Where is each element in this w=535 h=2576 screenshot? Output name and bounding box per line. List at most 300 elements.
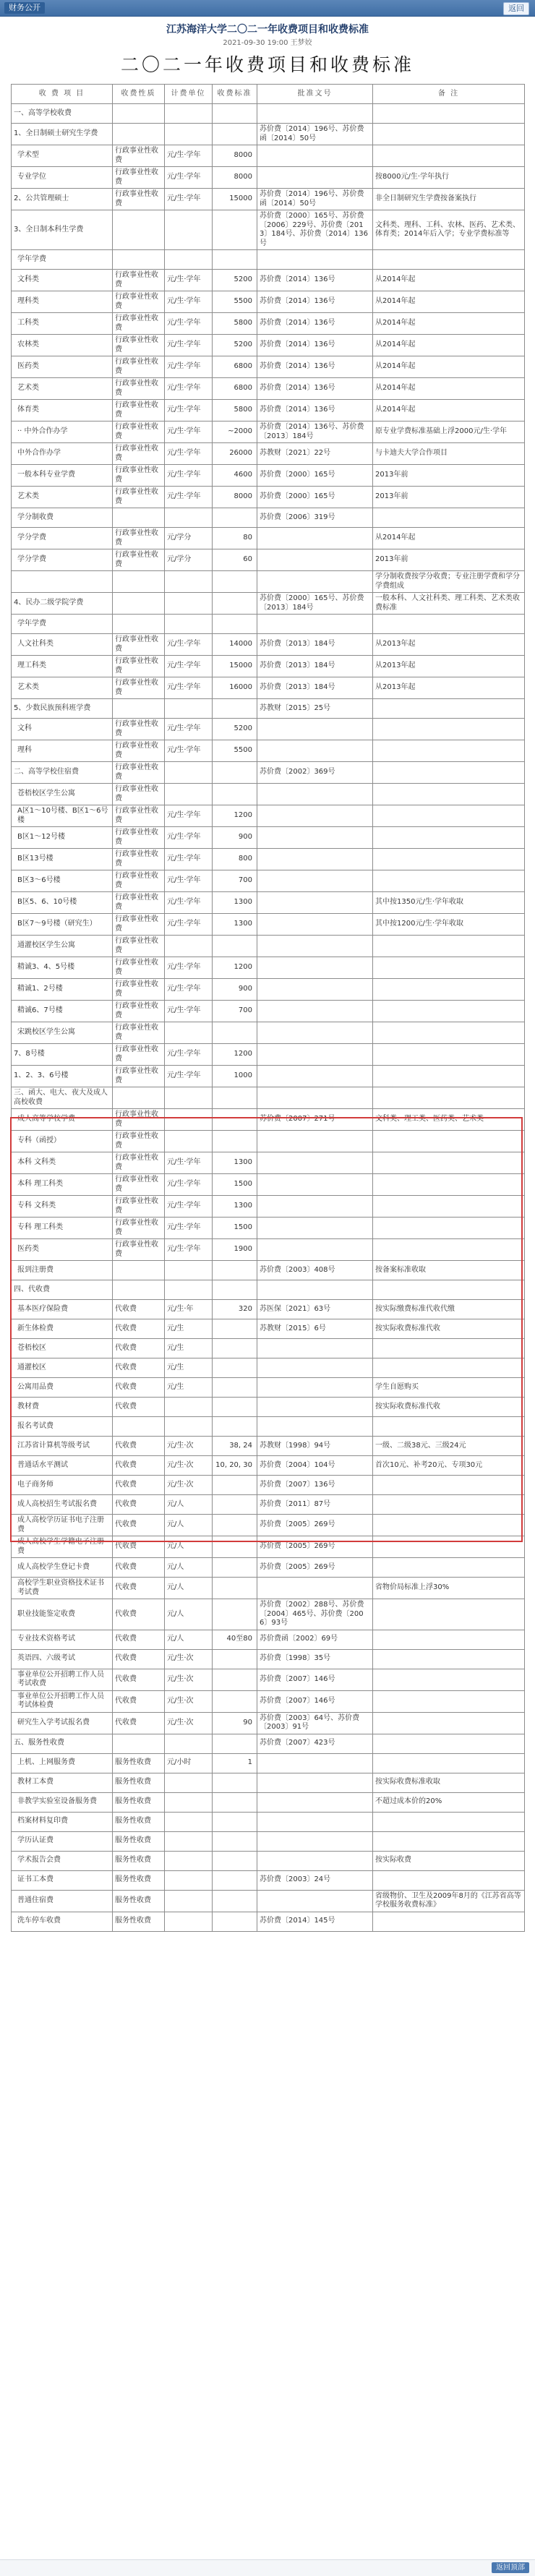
cell-approval <box>257 719 373 740</box>
cell-unit: 元/生·学年 <box>165 656 213 677</box>
cell-unit <box>165 1912 213 1931</box>
cell-remark: 省物价局标准上浮30% <box>373 1578 525 1599</box>
cell-standard <box>213 571 257 593</box>
cell-nature <box>113 1280 165 1300</box>
table-row <box>12 1417 525 1437</box>
cell-remark <box>373 936 525 957</box>
cell-item: 成人高校学历证书电子注册费 <box>12 1515 113 1536</box>
table-row <box>12 870 525 892</box>
cell-standard: 8000 <box>213 167 257 189</box>
back-to-top-button[interactable]: 返回顶部 <box>492 2562 529 2573</box>
cell-unit: 元/生·学年 <box>165 1174 213 1196</box>
cell-standard <box>213 1087 257 1109</box>
cell-remark <box>373 1536 525 1558</box>
cell-approval <box>257 1066 373 1087</box>
cell-approval <box>257 1239 373 1261</box>
cell-remark: 从2014年起 <box>373 313 525 335</box>
cell-standard <box>213 1851 257 1870</box>
cell-approval: 苏价费〔2014〕136号 <box>257 378 373 400</box>
cell-unit <box>165 210 213 250</box>
cell-nature: 代收费 <box>113 1476 165 1495</box>
cell-remark: 从2014年起 <box>373 378 525 400</box>
cell-item: B区7～9号楼（研究生） <box>12 914 113 936</box>
cell-item: 1、2、3、6号楼 <box>12 1066 113 1087</box>
table-row <box>12 378 525 400</box>
table-row <box>12 210 525 250</box>
cell-standard <box>213 1669 257 1690</box>
cell-item: 教材工本费 <box>12 1773 113 1792</box>
cell-item: 通灌校区学生公寓 <box>12 936 113 957</box>
cell-standard <box>213 593 257 615</box>
cell-item: A区1～10号楼、B区1～6号楼 <box>12 805 113 827</box>
cell-approval <box>257 615 373 634</box>
table-row <box>12 1476 525 1495</box>
cell-unit: 元/生·次 <box>165 1712 213 1734</box>
cell-remark <box>373 615 525 634</box>
cell-nature: 行政事业性收费 <box>113 549 165 571</box>
cell-item: ·· 中外合作办学 <box>12 422 113 443</box>
cell-remark: 不超过成本价的20% <box>373 1792 525 1812</box>
cell-standard <box>213 1558 257 1578</box>
cell-remark <box>373 979 525 1001</box>
cell-remark: 学分制收费按学分收费；专业注册学费和学分学费组成 <box>373 571 525 593</box>
cell-remark: 按备案标准收取 <box>373 1261 525 1280</box>
cell-nature: 行政事业性收费 <box>113 1239 165 1261</box>
cell-approval <box>257 849 373 870</box>
cell-remark <box>373 1515 525 1536</box>
cell-standard: 5200 <box>213 719 257 740</box>
cell-approval: 苏价费〔2014〕136号 <box>257 335 373 356</box>
cell-approval: 苏价费〔2000〕165号、苏价费〔2006〕229号、苏价费〔2013〕184号、苏价费〔2014〕136号 <box>257 210 373 250</box>
cell-nature <box>113 508 165 528</box>
table-row <box>12 145 525 167</box>
back-button[interactable]: 返回 <box>503 2 529 15</box>
cell-nature: 代收费 <box>113 1599 165 1630</box>
table-row <box>12 1812 525 1831</box>
col-header-item: 收 费 项 目 <box>12 85 113 104</box>
article-title: 江苏海洋大学二〇二一年收费项目和收费标准 <box>166 24 369 35</box>
cell-remark: 2013年前 <box>373 549 525 571</box>
cell-item: 事业单位公开招聘工作人员考试体检费 <box>12 1690 113 1712</box>
cell-nature: 服务性收费 <box>113 1753 165 1773</box>
cell-standard <box>213 1690 257 1712</box>
cell-nature: 代收费 <box>113 1515 165 1536</box>
cell-nature: 服务性收费 <box>113 1890 165 1912</box>
cell-nature: 行政事业性收费 <box>113 443 165 465</box>
cell-unit: 元/生·学年 <box>165 270 213 291</box>
cell-item: 精诚1、2号楼 <box>12 979 113 1001</box>
col-header-approval: 批准文号 <box>257 85 373 104</box>
cell-standard: 1300 <box>213 1152 257 1174</box>
cell-nature: 行政事业性收费 <box>113 914 165 936</box>
cell-remark <box>373 719 525 740</box>
table-header-row <box>12 85 525 104</box>
table-row <box>12 571 525 593</box>
cell-approval <box>257 145 373 167</box>
cell-standard: 4600 <box>213 465 257 487</box>
cell-standard: 8000 <box>213 487 257 508</box>
cell-item: 2、公共管理硕士 <box>12 189 113 210</box>
table-row <box>12 313 525 335</box>
table-row <box>12 1495 525 1515</box>
cell-standard <box>213 1378 257 1398</box>
cell-unit: 元/人 <box>165 1558 213 1578</box>
cell-standard <box>213 1131 257 1152</box>
cell-nature: 行政事业性收费 <box>113 979 165 1001</box>
table-row <box>12 167 525 189</box>
cell-approval: 苏价费〔2007〕146号 <box>257 1669 373 1690</box>
cell-item: 新生体检费 <box>12 1319 113 1339</box>
cell-unit <box>165 784 213 805</box>
table-row <box>12 1831 525 1851</box>
cell-standard: 90 <box>213 1712 257 1734</box>
cell-unit: 元/生·学年 <box>165 914 213 936</box>
cell-item: 专业技术资格考试 <box>12 1630 113 1649</box>
cell-nature: 服务性收费 <box>113 1912 165 1931</box>
cell-standard <box>213 1515 257 1536</box>
cell-unit: 元/生·学年 <box>165 378 213 400</box>
cell-item: 学分学费 <box>12 528 113 549</box>
cell-item: 文科 <box>12 719 113 740</box>
cell-approval: 苏价费〔2014〕196号、苏价费函〔2014〕50号 <box>257 124 373 145</box>
cell-item: 二、高等学校住宿费 <box>12 762 113 784</box>
cell-item: 学术报告会费 <box>12 1851 113 1870</box>
cell-unit <box>165 508 213 528</box>
cell-remark: 从2013年起 <box>373 634 525 656</box>
cell-approval <box>257 1578 373 1599</box>
cell-unit <box>165 1022 213 1044</box>
cell-standard <box>213 1792 257 1812</box>
cell-item: 精诚3、4、5号楼 <box>12 957 113 979</box>
cell-standard: 5200 <box>213 335 257 356</box>
table-row <box>12 270 525 291</box>
cell-remark <box>373 1912 525 1931</box>
cell-item: B区13号楼 <box>12 849 113 870</box>
cell-remark <box>373 1712 525 1734</box>
cell-approval: 苏价费〔2004〕104号 <box>257 1456 373 1476</box>
table-row <box>12 1066 525 1087</box>
cell-unit <box>165 1280 213 1300</box>
cell-remark <box>373 1831 525 1851</box>
cell-item: 一般本科专业学费 <box>12 465 113 487</box>
cell-standard: 1900 <box>213 1239 257 1261</box>
cell-nature: 代收费 <box>113 1398 165 1417</box>
table-row <box>12 1734 525 1753</box>
cell-approval <box>257 1812 373 1831</box>
cell-nature: 代收费 <box>113 1358 165 1378</box>
finance-tab[interactable]: 财务公开 <box>4 2 45 14</box>
cell-item: 三、函大、电大、夜大及成人高校收费 <box>12 1087 113 1109</box>
cell-unit <box>165 1792 213 1812</box>
cell-standard: 800 <box>213 849 257 870</box>
cell-unit: 元/生 <box>165 1339 213 1358</box>
cell-unit: 元/人 <box>165 1515 213 1536</box>
cell-approval: 苏价费〔2014〕136号、苏价费〔2013〕184号 <box>257 422 373 443</box>
cell-standard <box>213 784 257 805</box>
cell-nature: 行政事业性收费 <box>113 1109 165 1131</box>
cell-remark <box>373 957 525 979</box>
cell-approval <box>257 979 373 1001</box>
cell-remark: 原专业学费标准基础上浮2000元/生·学年 <box>373 422 525 443</box>
cell-remark: 首次10元、补考20元、专项30元 <box>373 1456 525 1476</box>
cell-item: 洗车停车收费 <box>12 1912 113 1931</box>
cell-nature: 行政事业性收费 <box>113 270 165 291</box>
cell-nature: 行政事业性收费 <box>113 1218 165 1239</box>
cell-unit: 元/生·学年 <box>165 849 213 870</box>
cell-item: 人文社科类 <box>12 634 113 656</box>
cell-item: 四、代收费 <box>12 1280 113 1300</box>
cell-approval <box>257 1001 373 1022</box>
cell-item: 报到注册费 <box>12 1261 113 1280</box>
table-row <box>12 1022 525 1044</box>
table-row <box>12 699 525 719</box>
cell-approval: 苏价费〔2014〕136号 <box>257 270 373 291</box>
cell-unit: 元/人 <box>165 1630 213 1649</box>
cell-approval <box>257 1131 373 1152</box>
cell-standard <box>213 1417 257 1437</box>
cell-unit: 元/生·学年 <box>165 805 213 827</box>
cell-item: 英语四、六级考试 <box>12 1649 113 1669</box>
cell-standard: 14000 <box>213 634 257 656</box>
cell-nature: 代收费 <box>113 1536 165 1558</box>
cell-nature: 行政事业性收费 <box>113 1022 165 1044</box>
cell-unit <box>165 1773 213 1792</box>
cell-approval: 苏价费〔2005〕269号 <box>257 1515 373 1536</box>
cell-unit: 元/生 <box>165 1319 213 1339</box>
cell-nature: 代收费 <box>113 1578 165 1599</box>
cell-standard <box>213 762 257 784</box>
cell-unit <box>165 124 213 145</box>
cell-item: 高校学生职业资格技术证书考试费 <box>12 1578 113 1599</box>
cell-unit: 元/生·学年 <box>165 356 213 378</box>
cell-unit: 元/生·次 <box>165 1437 213 1456</box>
cell-unit: 元/生·学年 <box>165 465 213 487</box>
cell-unit: 元/生·学年 <box>165 400 213 422</box>
table-row <box>12 422 525 443</box>
cell-remark: 其中按1350元/生·学年收取 <box>373 892 525 914</box>
cell-standard: 1300 <box>213 892 257 914</box>
cell-standard <box>213 1831 257 1851</box>
cell-remark: 从2014年起 <box>373 356 525 378</box>
cell-remark <box>373 1022 525 1044</box>
cell-nature: 行政事业性收费 <box>113 1044 165 1066</box>
table-row <box>12 762 525 784</box>
cell-item: 工科类 <box>12 313 113 335</box>
cell-standard <box>213 1649 257 1669</box>
cell-approval <box>257 1753 373 1773</box>
cell-approval <box>257 528 373 549</box>
cell-remark <box>373 870 525 892</box>
cell-remark <box>373 762 525 784</box>
table-row <box>12 356 525 378</box>
cell-approval: 苏教财〔2015〕25号 <box>257 699 373 719</box>
cell-remark: 文科类、理工类、医药类、艺术类 <box>373 1109 525 1131</box>
cell-nature: 行政事业性收费 <box>113 528 165 549</box>
cell-standard: 5500 <box>213 740 257 762</box>
cell-remark <box>373 1339 525 1358</box>
cell-remark <box>373 1174 525 1196</box>
cell-item: B区1～12号楼 <box>12 827 113 849</box>
table-row <box>12 1851 525 1870</box>
cell-approval: 苏价费〔2014〕145号 <box>257 1912 373 1931</box>
cell-remark: 非全日制研究生学费按备案执行 <box>373 189 525 210</box>
col-header-standard: 收费标准 <box>213 85 257 104</box>
cell-standard <box>213 936 257 957</box>
cell-remark <box>373 1066 525 1087</box>
table-row <box>12 250 525 270</box>
cell-unit <box>165 1131 213 1152</box>
cell-approval: 苏价费〔2000〕165号 <box>257 487 373 508</box>
cell-remark <box>373 1152 525 1174</box>
cell-nature: 行政事业性收费 <box>113 677 165 699</box>
cell-nature: 服务性收费 <box>113 1870 165 1890</box>
cell-standard: 700 <box>213 1001 257 1022</box>
cell-nature: 行政事业性收费 <box>113 145 165 167</box>
table-row <box>12 335 525 356</box>
cell-standard <box>213 1890 257 1912</box>
cell-approval: 苏价费〔1998〕35号 <box>257 1649 373 1669</box>
cell-approval: 苏价费〔2014〕136号 <box>257 291 373 313</box>
cell-standard: 1300 <box>213 914 257 936</box>
table-row <box>12 656 525 677</box>
cell-unit: 元/生·学年 <box>165 313 213 335</box>
cell-remark <box>373 250 525 270</box>
cell-remark <box>373 784 525 805</box>
cell-item: 电子商务师 <box>12 1476 113 1495</box>
cell-standard: 700 <box>213 870 257 892</box>
cell-item: 本科 理工科类 <box>12 1174 113 1196</box>
cell-remark <box>373 740 525 762</box>
cell-unit: 元/生·学年 <box>165 1044 213 1066</box>
cell-item: 专科 理工科类 <box>12 1218 113 1239</box>
cell-item: 报名考试费 <box>12 1417 113 1437</box>
cell-approval <box>257 740 373 762</box>
cell-remark <box>373 1001 525 1022</box>
cell-item: 理科类 <box>12 291 113 313</box>
cell-approval <box>257 1022 373 1044</box>
cell-approval <box>257 784 373 805</box>
col-header-remark: 备 注 <box>373 85 525 104</box>
cell-unit: 元/生·学年 <box>165 1066 213 1087</box>
cell-standard: 1 <box>213 1753 257 1773</box>
cell-remark: 2013年前 <box>373 487 525 508</box>
table-row <box>12 1712 525 1734</box>
cell-unit: 元/人 <box>165 1578 213 1599</box>
table-row <box>12 1649 525 1669</box>
cell-item: 理工科类 <box>12 656 113 677</box>
cell-standard: 6800 <box>213 378 257 400</box>
cell-standard: 15000 <box>213 656 257 677</box>
cell-approval: 苏价费〔2006〕319号 <box>257 508 373 528</box>
cell-item: 档案材料复印费 <box>12 1812 113 1831</box>
cell-unit: 元/人 <box>165 1536 213 1558</box>
cell-item: 医药类 <box>12 1239 113 1261</box>
cell-nature: 代收费 <box>113 1630 165 1649</box>
cell-unit: 元/生·学年 <box>165 740 213 762</box>
cell-item: 公寓用品费 <box>12 1378 113 1398</box>
cell-unit: 元/生·学年 <box>165 443 213 465</box>
top-bar <box>0 0 535 17</box>
cell-approval <box>257 870 373 892</box>
cell-nature: 行政事业性收费 <box>113 892 165 914</box>
cell-standard <box>213 1536 257 1558</box>
cell-unit: 元/生·学年 <box>165 167 213 189</box>
table-row <box>12 1196 525 1218</box>
cell-nature: 行政事业性收费 <box>113 957 165 979</box>
cell-remark: 按实际收费标准代收 <box>373 1398 525 1417</box>
cell-unit: 元/生·学年 <box>165 291 213 313</box>
cell-standard: 40至80 <box>213 1630 257 1649</box>
cell-approval: 苏价费〔2007〕271号 <box>257 1109 373 1131</box>
cell-standard: 900 <box>213 979 257 1001</box>
cell-approval: 苏价费〔2007〕136号 <box>257 1476 373 1495</box>
cell-remark: 从2014年起 <box>373 291 525 313</box>
cell-item: 农林类 <box>12 335 113 356</box>
table-row <box>12 1087 525 1109</box>
cell-approval: 苏价费〔2013〕184号 <box>257 656 373 677</box>
cell-standard <box>213 124 257 145</box>
cell-item: 成人高等学校学费 <box>12 1109 113 1131</box>
cell-unit <box>165 1109 213 1131</box>
cell-nature: 行政事业性收费 <box>113 805 165 827</box>
table-row <box>12 1174 525 1196</box>
col-header-unit: 计费单位 <box>165 85 213 104</box>
cell-remark <box>373 1734 525 1753</box>
cell-item: 宋跳校区学生公寓 <box>12 1022 113 1044</box>
cell-remark <box>373 1870 525 1890</box>
cell-approval <box>257 1044 373 1066</box>
cell-remark: 2013年前 <box>373 465 525 487</box>
cell-standard: 5500 <box>213 291 257 313</box>
table-row <box>12 827 525 849</box>
cell-standard: 80 <box>213 528 257 549</box>
cell-item: 艺术类 <box>12 487 113 508</box>
cell-standard <box>213 615 257 634</box>
cell-standard: 1500 <box>213 1174 257 1196</box>
cell-item: 通灌校区 <box>12 1358 113 1378</box>
cell-unit <box>165 1870 213 1890</box>
cell-remark <box>373 849 525 870</box>
cell-unit: 元/学分 <box>165 549 213 571</box>
cell-remark <box>373 1753 525 1773</box>
cell-approval <box>257 571 373 593</box>
cell-remark <box>373 805 525 827</box>
cell-item: B区3～6号楼 <box>12 870 113 892</box>
table-row <box>12 1261 525 1280</box>
table-row <box>12 1398 525 1417</box>
cell-standard <box>213 1870 257 1890</box>
cell-remark <box>373 1630 525 1649</box>
cell-nature: 服务性收费 <box>113 1773 165 1792</box>
cell-remark <box>373 1131 525 1152</box>
cell-nature: 代收费 <box>113 1669 165 1690</box>
cell-unit: 元/生·学年 <box>165 422 213 443</box>
cell-item: B区5、6、10号楼 <box>12 892 113 914</box>
cell-approval: 苏价费〔2002〕369号 <box>257 762 373 784</box>
cell-remark: 按实际收费标准代收 <box>373 1319 525 1339</box>
table-row <box>12 1792 525 1812</box>
cell-remark: 学生自愿购买 <box>373 1378 525 1398</box>
cell-item: 学年学费 <box>12 250 113 270</box>
cell-item: 本科 文科类 <box>12 1152 113 1174</box>
cell-nature: 行政事业性收费 <box>113 1066 165 1087</box>
cell-remark <box>373 1044 525 1066</box>
table-row <box>12 1870 525 1890</box>
cell-remark <box>373 1812 525 1831</box>
cell-standard <box>213 1476 257 1495</box>
cell-item: 上机、上网服务费 <box>12 1753 113 1773</box>
cell-unit: 元/生·学年 <box>165 957 213 979</box>
